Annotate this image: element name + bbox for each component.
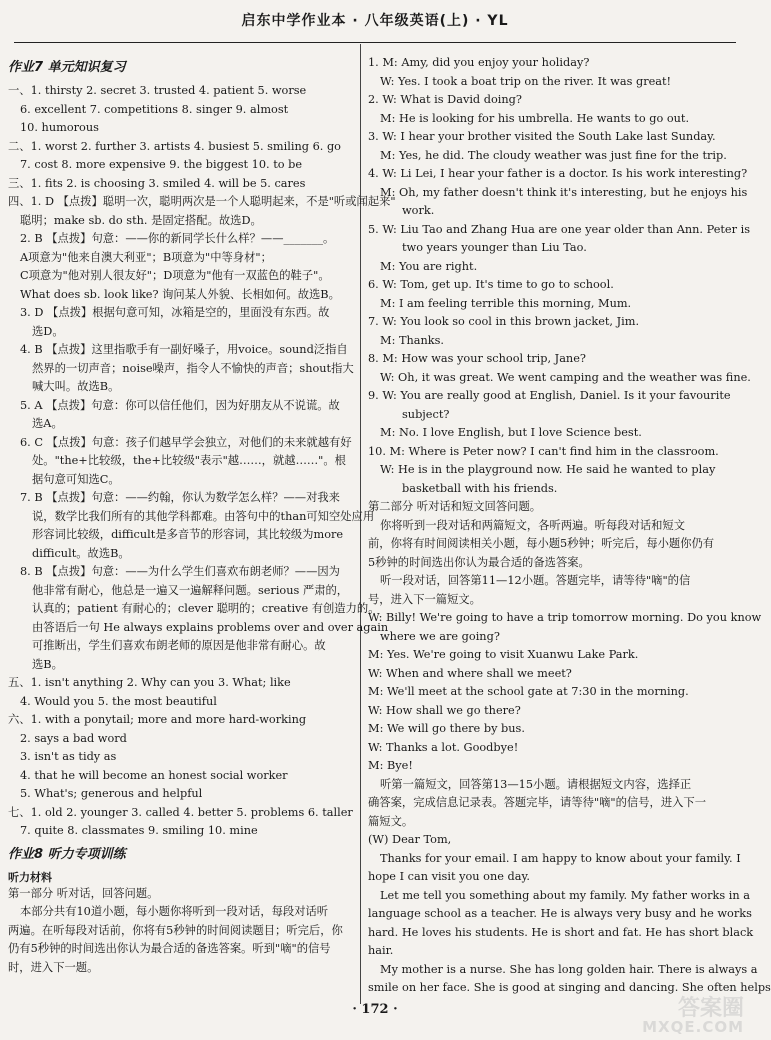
text-line: 前，你将有时间阅读相关小题，每小题5秒钟；听完后，每小题你仍有 (368, 537, 715, 550)
text-line: 确答案，完成信息记录表。答题完毕，请等待"嘀"的信号，进入下一 (368, 796, 707, 809)
text-line: 6. C 【点拨】句意：孩子们越早学会独立，对他们的未来就越有好 (20, 435, 352, 449)
page-header (0, 0, 750, 44)
text-line: W: Thanks a lot. Goodbye! (368, 740, 519, 754)
text-line: (W) Dear Tom, (368, 833, 452, 846)
text-line: W: When and where shall we meet? (368, 666, 572, 680)
text-line: What does sb. look like? 询问某人外貌、长相如何。故选B。 (20, 287, 340, 301)
text-line: 10. M: Where is Peter now? I can't find him in the classroom. (368, 444, 719, 458)
text-line: 他非常有耐心，他总是一遍又一遍解释问题。serious 严肃的， (32, 583, 349, 597)
text-line: 4. that he will become an honest social worker (20, 768, 288, 782)
text-line: C项意为"他对别人很友好"；D项意为"他有一双蓝色的鞋子"。 (20, 269, 330, 282)
text-line: 7. B 【点拨】句意：——约翰，你认为数学怎么样？——对我来 (20, 491, 340, 504)
text-line: 两遍。在听每段对话前，你将有5秒钟的时间阅读题目；听完后，你 (8, 923, 343, 937)
text-line: 5. A 【点拨】句意：你可以信任他们，因为好朋友从不说谎。故 (20, 398, 340, 412)
text-line: 选D。 (32, 324, 64, 338)
text-line: 4. Would you 5. the most beautiful (20, 694, 217, 708)
text-line: A项意为"他来自澳大利亚"；B项意为"中等身材"； (20, 250, 272, 264)
text-line: My mother is a nurse. She has long golden hair. There is always a (380, 962, 758, 976)
text-line: M: We'll meet at the school gate at 7:30 in the morning. (368, 685, 689, 698)
text-line: hard. He loves his students. He is short and fat. He has short black (368, 925, 754, 939)
section-title: 作业7 单元知识复习 (8, 60, 126, 75)
text-line: 3. W: I hear your brother visited the South Lake last Sunday. (368, 130, 716, 143)
text-line: 形容词比较级，difficult是多音节的形容词，其比较级为more (32, 528, 344, 541)
text-line: subject? (402, 407, 450, 421)
text-line: 2. says a bad word (20, 731, 127, 745)
text-line: 四、1. D 【点拨】聪明一次，聪明两次是一个人聪明起来，不是"听或闻起来" (8, 195, 396, 208)
text-line: 认真的；patient 有耐心的；clever 聪明的；creative 有创造力的。 (32, 602, 380, 615)
text-line: 4. B 【点拨】这里指歌手有一副好嗓子，用voice。sound泛指自 (20, 343, 348, 356)
text-line: W: Yes. I took a boat trip on the river. It was great! (380, 74, 672, 88)
text-line: 9. W: You are really good at English, Daniel. Is it your favourite (368, 389, 731, 402)
text-line: W: Billy! We're going to have a trip tomorrow morning. Do you know (368, 611, 762, 624)
text-line: 你将听到一段对话和两篇短文，各听两遍。听每段对话和短文 (380, 518, 686, 532)
text-line: 10. humorous (20, 121, 99, 134)
text-line: 时，进入下一题。 (8, 960, 99, 974)
text-line: 选A。 (32, 417, 63, 430)
text-line: 8. M: How was your school trip, Jane? (368, 352, 586, 365)
text-line: 选B。 (32, 657, 63, 671)
text-line: 可推断出，学生们喜欢布朗老师的原因是他非常有耐心。故 (32, 639, 326, 652)
text-line: M: Bye! (368, 759, 413, 772)
text-line: 由答语后一句 He always explains problems over and over again (32, 620, 389, 634)
text-line: M: Yes. We're going to visit Xuanwu Lake Park. (368, 648, 639, 661)
text-line: M: Yes, he did. The cloudy weather was just fine for the trip. (380, 148, 727, 162)
text-line: 5. What's; generous and helpful (20, 787, 203, 800)
watermark (608, 996, 744, 1036)
text-line: W: He is in the playground now. He said he wanted to play (380, 463, 716, 476)
header-rule (14, 42, 736, 43)
text-line: 2. B 【点拨】句意：——你的新同学长什么样？——_______。 (20, 232, 335, 245)
text-line: 5. W: Liu Tao and Zhang Hua are one year older than Ann. Peter is (368, 222, 751, 236)
text-line: 本部分共有10道小题，每小题你将听到一段对话，每段对话听 (20, 905, 329, 918)
header-title: 启东中学作业本 · 八年级英语(上) · YL (241, 13, 509, 29)
text-line: 8. B 【点拨】句意：——为什么学生们喜欢布朗老师？——因为 (20, 565, 340, 578)
text-line: 喊大叫。故选B。 (32, 380, 120, 393)
text-line: 1. M: Amy, did you enjoy your holiday? (368, 56, 590, 69)
text-line: 六、1. with a ponytail; more and more hard-working (8, 713, 307, 726)
text-line: 五、1. isn't anything 2. Why can you 3. What; like (8, 676, 291, 689)
text-line: M: He is looking for his umbrella. He wants to go out. (380, 111, 690, 125)
text-line: 聪明；make sb. do sth. 是固定搭配。故选D。 (20, 213, 262, 227)
text-line: basketball with his friends. (402, 481, 558, 495)
subsection-title: 听力材料 (8, 870, 52, 884)
text-line: 4. W: Li Lei, I hear your father is a doctor. Is his work interesting? (368, 167, 748, 180)
text-line: 6. excellent 7. competitions 8. singer 9. almost (20, 102, 289, 116)
watermark-line1: 答案圈 (677, 996, 744, 1021)
text-line: difficult。故选B。 (32, 546, 130, 560)
text-line: 3. isn't as tidy as (20, 750, 117, 763)
text-line: 一、1. thirsty 2. secret 3. trusted 4. patient 5. worse (8, 84, 307, 97)
text-line: M: No. I love English, but I love Science best. (380, 426, 642, 439)
text-line: 二、1. worst 2. further 3. artists 4. busiest 5. smiling 6. go (8, 139, 341, 153)
text-line: language school as a teacher. He is always very busy and he works (368, 907, 752, 920)
text-line: 听第一篇短文，回答第13—15小题。请根据短文内容，选择正 (380, 777, 692, 791)
text-line: smile on her face. She is good at singing and dancing. She often helps (368, 981, 771, 994)
text-line: 七、1. old 2. younger 3. called 4. better 5. problems 6. taller (8, 805, 353, 819)
text-line: 2. W: What is David doing? (368, 93, 522, 106)
text-line: W: Oh, it was great. We went camping and the weather was fine. (380, 370, 751, 384)
text-line: where we are going? (380, 629, 500, 643)
text-line: 第一部分 听对话，回答问题。 (8, 886, 159, 900)
text-line: W: How shall we go there? (368, 703, 521, 717)
page-number: · 172 · (352, 1002, 398, 1017)
text-line: Thanks for your email. I am happy to know about your family. I (380, 851, 741, 865)
text-line: 7. W: You look so cool in this brown jacket, Jim. (368, 315, 640, 328)
text-line: 第二部分 听对话和短文回答问题。 (368, 500, 542, 513)
text-line: M: Thanks. (380, 333, 445, 347)
text-line: 5秒钟的时间选出你认为最合适的备选答案。 (368, 555, 590, 569)
text-line: 三、1. fits 2. is choosing 3. smiled 4. will be 5. cares (8, 176, 306, 190)
text-line: 号，进入下一篇短文。 (368, 592, 481, 606)
text-line: hope I can visit you one day. (368, 870, 530, 883)
section-title: 作业8 听力专项训练 (8, 846, 126, 862)
text-line: two years younger than Liu Tao. (402, 241, 587, 254)
text-line: 仍有5秒钟的时间选出你认为最合适的备选答案。听到"嘀"的信号 (8, 942, 331, 955)
text-line: M: We will go there by bus. (368, 722, 525, 735)
text-line: work. (402, 204, 435, 217)
text-line: 篇短文。 (368, 814, 414, 828)
watermark-line2: MXQE.COM (642, 1018, 744, 1036)
text-line: 7. quite 8. classmates 9. smiling 10. mine (20, 824, 258, 837)
text-line: 听一段对话，回答第11—12小题。答题完毕，请等待"嘀"的信 (380, 574, 691, 587)
text-line: 7. cost 8. more expensive 9. the biggest 10. to be (20, 158, 303, 171)
text-line: M: Oh, my father doesn't think it's interesting, but he enjoys his (380, 185, 748, 199)
text-line: M: You are right. (380, 259, 478, 273)
text-line: 处。"the+比较级，the+比较级"表示"越……，就越……"。根 (32, 454, 346, 467)
text-line: 然界的一切声音；noise噪声，指令人不愉快的声音；shout指大 (32, 361, 354, 375)
text-line: 说，数学比我们所有的其他学科都难。由答句中的than可知空处应用 (32, 509, 375, 523)
text-line: 据句意可知选C。 (32, 472, 120, 486)
text-line: 3. D 【点拨】根据句意可知，冰箱是空的，里面没有东西。故 (20, 306, 330, 319)
right-column (368, 54, 771, 998)
text-line: Let me tell you something about my family. My father works in a (380, 888, 750, 902)
text-line: hair. (368, 944, 394, 957)
text-line: M: I am feeling terrible this morning, Mum. (380, 296, 632, 310)
text-line: 6. W: Tom, get up. It's time to go to school. (368, 278, 614, 291)
